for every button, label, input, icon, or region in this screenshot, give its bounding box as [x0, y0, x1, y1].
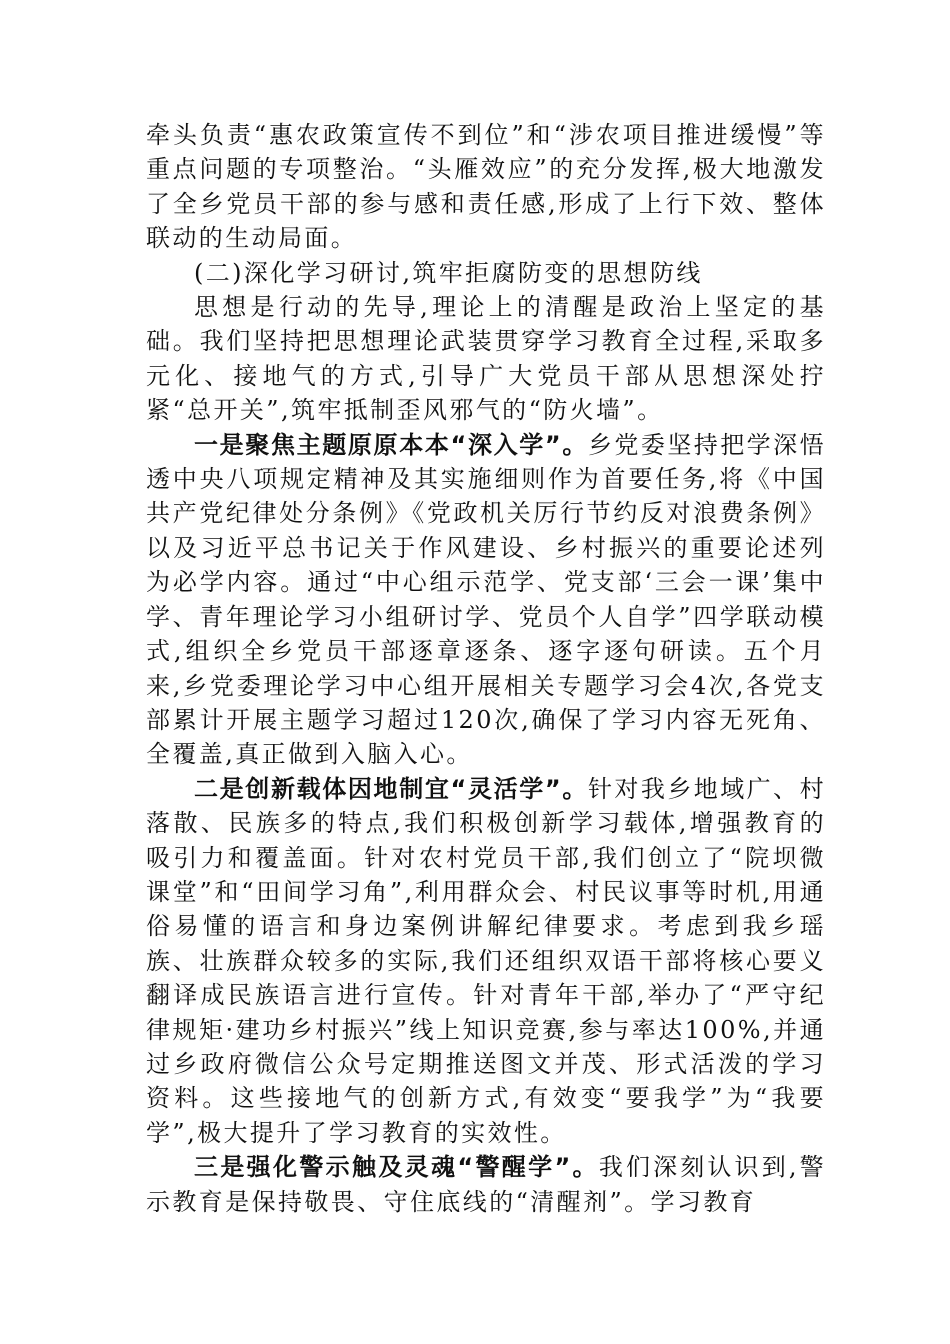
- paragraph-text: 我们深刻认识到,警示教育是保持敬畏、守住底线的“清醒剂”。学习教育: [146, 1153, 826, 1216]
- point-lead: 一是聚焦主题原原本本“深入学”。: [194, 430, 588, 459]
- paragraph-continuation: [146, 118, 826, 256]
- paragraph-point-three: [146, 1150, 826, 1219]
- point-lead: 二是创新载体因地制宜“灵活学”。: [194, 774, 588, 803]
- paragraph: [146, 290, 826, 428]
- document-body: [146, 118, 826, 1219]
- point-lead: 三是强化警示触及灵魂“警醒学”。: [194, 1153, 599, 1182]
- paragraph-text: 针对我乡地域广、村落散、民族多的特点,我们积极创新学习载体,增强教育的吸引力和覆盖面。针对农村党员干部,我们创立了“院坝微课堂”和“田间学习角”,利用群众会、村民议事等时机,用通俗易懂的语言和身边案例讲解纪律要求。考虑到我乡瑶族、壮族群众较多的实际,我们还组织双语干部将核心要义翻译成民族语言进行宣传。针对青年干部,举办了“严守纪律规矩·建功乡村振兴”线上知识竞赛,参与率达100%,并通过乡政府微信公众号定期推送图文并茂、形式活泼的学习资料。这些接地气的创新方式,有效变“要我学”为“我要学”,极大提升了学习教育的实效性。: [146, 774, 826, 1147]
- paragraph-text: 思想是行动的先导,理论上的清醒是政治上坚定的基础。我们坚持把思想理论武装贯穿学习教育全过程,采取多元化、接地气的方式,引导广大党员干部从思想深处拧紧“总开关”,筑牢抵制歪风邪气的“防火墙”。: [146, 293, 826, 425]
- section-heading-text: (二)深化学习研讨,筑牢拒腐防变的思想防线: [194, 258, 703, 287]
- paragraph-point-two: [146, 772, 826, 1150]
- paragraph-point-one: [146, 428, 826, 772]
- section-heading: [146, 256, 826, 290]
- paragraph-text: 乡党委坚持把学深悟透中央八项规定精神及其实施细则作为首要任务,将《中国共产党纪律处分条例》《党政机关厉行节约反对浪费条例》以及习近平总书记关于作风建设、乡村振兴的重要论述列为必学内容。通过“中心组示范学、党支部‘三会一课’集中学、青年理论学习小组研讨学、党员个人自学”四学联动模式,组织全乡党员干部逐章逐条、逐字逐句研读。五个月来,乡党委理论学习中心组开展相关专题学习会4次,各党支部累计开展主题学习超过120次,确保了学习内容无死角、全覆盖,真正做到入脑入心。: [146, 430, 826, 769]
- paragraph-text: 牵头负责“惠农政策宣传不到位”和“涉农项目推进缓慢”等重点问题的专项整治。“头雁效应”的充分发挥,极大地激发了全乡党员干部的参与感和责任感,形成了上行下效、整体联动的生动局面。: [146, 121, 826, 253]
